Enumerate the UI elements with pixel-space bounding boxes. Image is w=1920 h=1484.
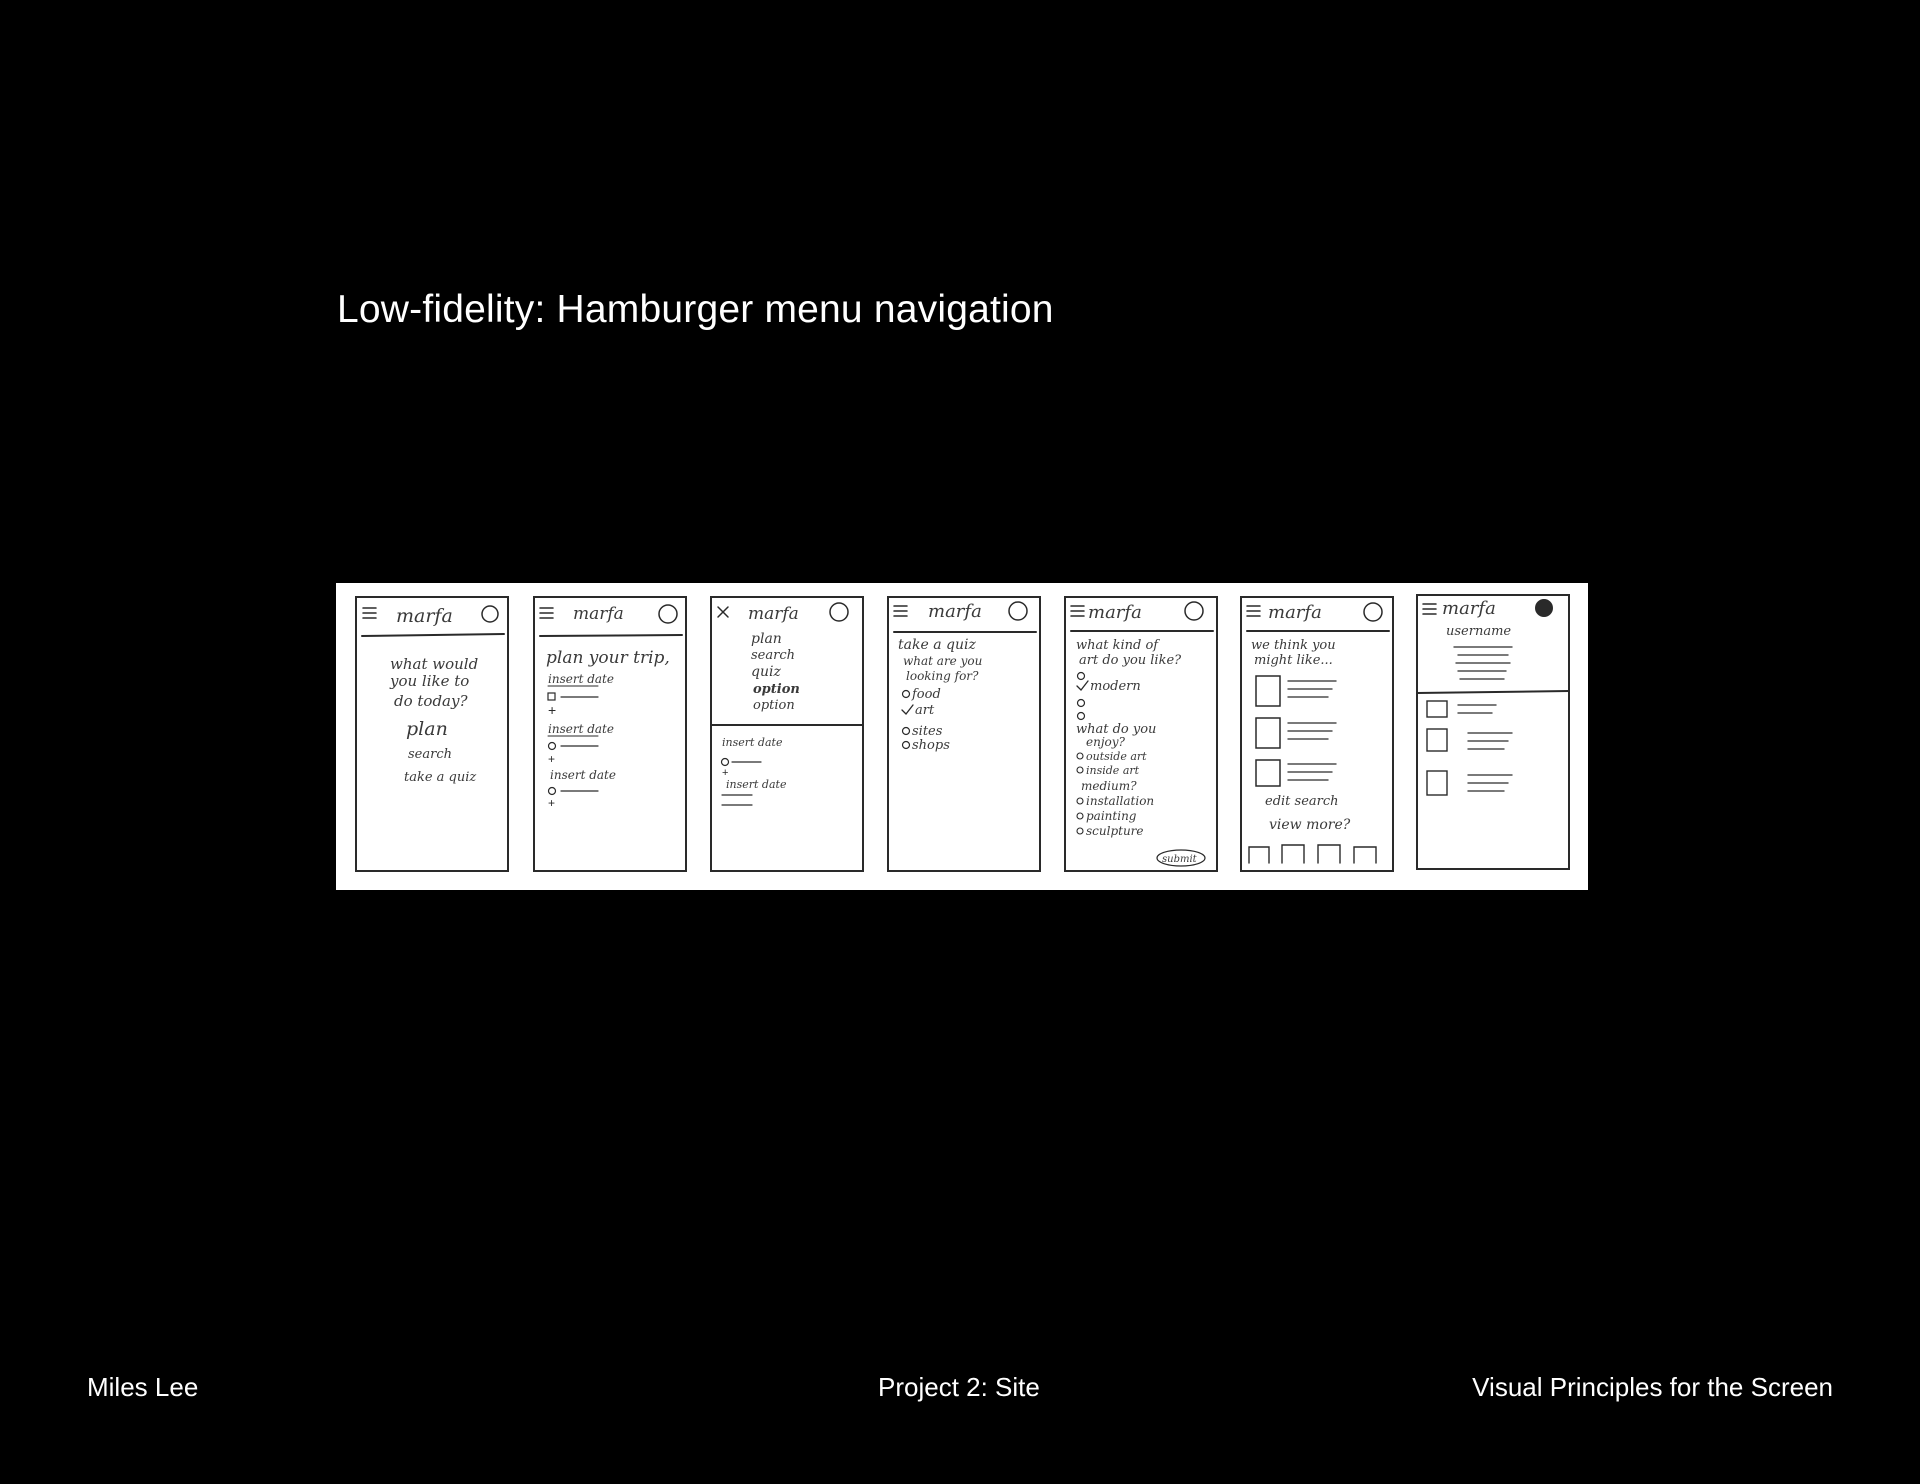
sketch-screen-6 xyxy=(1241,597,1393,871)
sketch-line: plan your trip, xyxy=(546,648,670,668)
svg-text:+: + xyxy=(548,752,556,766)
footer-project: Project 2: Site xyxy=(878,1372,1040,1402)
sketch-line: search xyxy=(751,648,795,663)
sketch-line: looking for? xyxy=(906,669,979,683)
sketch-header: marfa xyxy=(1088,602,1142,623)
sketch-line: what would xyxy=(390,655,479,673)
sketch-line: view more? xyxy=(1269,817,1351,833)
sketch-line: insert date xyxy=(550,768,616,782)
hamburger-icon xyxy=(363,608,376,618)
sketch-line: sculpture xyxy=(1086,824,1144,838)
account-icon-filled xyxy=(1536,600,1552,616)
account-icon xyxy=(1185,602,1203,620)
account-icon xyxy=(830,603,848,621)
svg-text:+: + xyxy=(722,767,729,779)
account-icon xyxy=(1364,603,1382,621)
sketch-line: you like to xyxy=(390,672,470,690)
sketch-line: take a quiz xyxy=(898,637,976,653)
sketch-line: outside art xyxy=(1086,750,1147,763)
sketch-line: shops xyxy=(912,738,950,753)
sketch-screen-1 xyxy=(356,597,508,871)
sketch-line: edit search xyxy=(1265,794,1339,809)
hamburger-icon xyxy=(1247,606,1260,616)
sketch-header: marfa xyxy=(396,605,453,627)
sketch-line: username xyxy=(1446,624,1512,639)
sketch-line: inside art xyxy=(1086,764,1140,777)
account-icon xyxy=(482,606,498,622)
sketch-header: marfa xyxy=(748,604,799,624)
sketch-line: option xyxy=(753,682,800,697)
sketch-line: sites xyxy=(912,724,943,739)
svg-text:+: + xyxy=(548,796,556,810)
sketch-screen-7 xyxy=(1417,595,1569,869)
close-icon xyxy=(718,607,728,617)
low-fidelity-sketch-image xyxy=(336,583,1588,890)
sketch-line: art do you like? xyxy=(1079,653,1182,668)
sketch-screen-4 xyxy=(888,597,1040,871)
sketch-line: plan xyxy=(406,718,448,740)
sketch-line: take a quiz xyxy=(404,770,477,785)
hamburger-icon xyxy=(1071,606,1084,616)
slide-title: Low-fidelity: Hamburger menu navigation xyxy=(337,288,1054,331)
hamburger-icon xyxy=(540,608,553,618)
sketch-header: marfa xyxy=(1442,598,1496,619)
sketch-line: what kind of xyxy=(1076,638,1159,653)
sketch-line: option xyxy=(753,698,795,713)
sketch-line: we think you xyxy=(1251,638,1336,653)
sketch-screen-5 xyxy=(1065,597,1217,871)
hamburger-icon xyxy=(894,606,907,616)
sketch-screen-3 xyxy=(711,597,863,871)
sketch-header: marfa xyxy=(1268,602,1322,623)
hamburger-icon xyxy=(1423,604,1436,614)
sketch-line: modern xyxy=(1090,679,1141,694)
sketch-header: marfa xyxy=(928,601,982,622)
sketch-line: plan xyxy=(751,631,782,647)
sketch-line: quiz xyxy=(751,664,781,680)
sketch-line: might like... xyxy=(1254,653,1333,668)
sketch-line: insert date xyxy=(548,672,614,686)
sketch-line: insert date xyxy=(722,736,783,749)
sketch-header: marfa xyxy=(573,604,624,624)
account-icon xyxy=(659,605,677,623)
sketch-line: search xyxy=(408,747,452,762)
sketch-line: what are you xyxy=(903,654,983,668)
sketch-line: what do you xyxy=(1076,722,1157,737)
footer-course: Visual Principles for the Screen xyxy=(1472,1372,1833,1402)
sketch-screen-2 xyxy=(534,597,686,871)
svg-text:+: + xyxy=(548,702,557,718)
sketch-line: insert date xyxy=(548,722,614,736)
sketch-line: installation xyxy=(1086,794,1155,808)
sketch-line: do today? xyxy=(394,692,468,710)
sketch-line: art xyxy=(915,703,935,718)
sketch-line: enjoy? xyxy=(1086,735,1125,749)
sketch-line: insert date xyxy=(726,778,787,791)
account-icon xyxy=(1009,602,1027,620)
footer-author: Miles Lee xyxy=(87,1372,199,1402)
sketch-line: submit xyxy=(1162,854,1197,865)
sketch-line: food xyxy=(912,687,941,702)
sketch-line: painting xyxy=(1086,809,1137,823)
sketch-line: medium? xyxy=(1081,779,1137,793)
